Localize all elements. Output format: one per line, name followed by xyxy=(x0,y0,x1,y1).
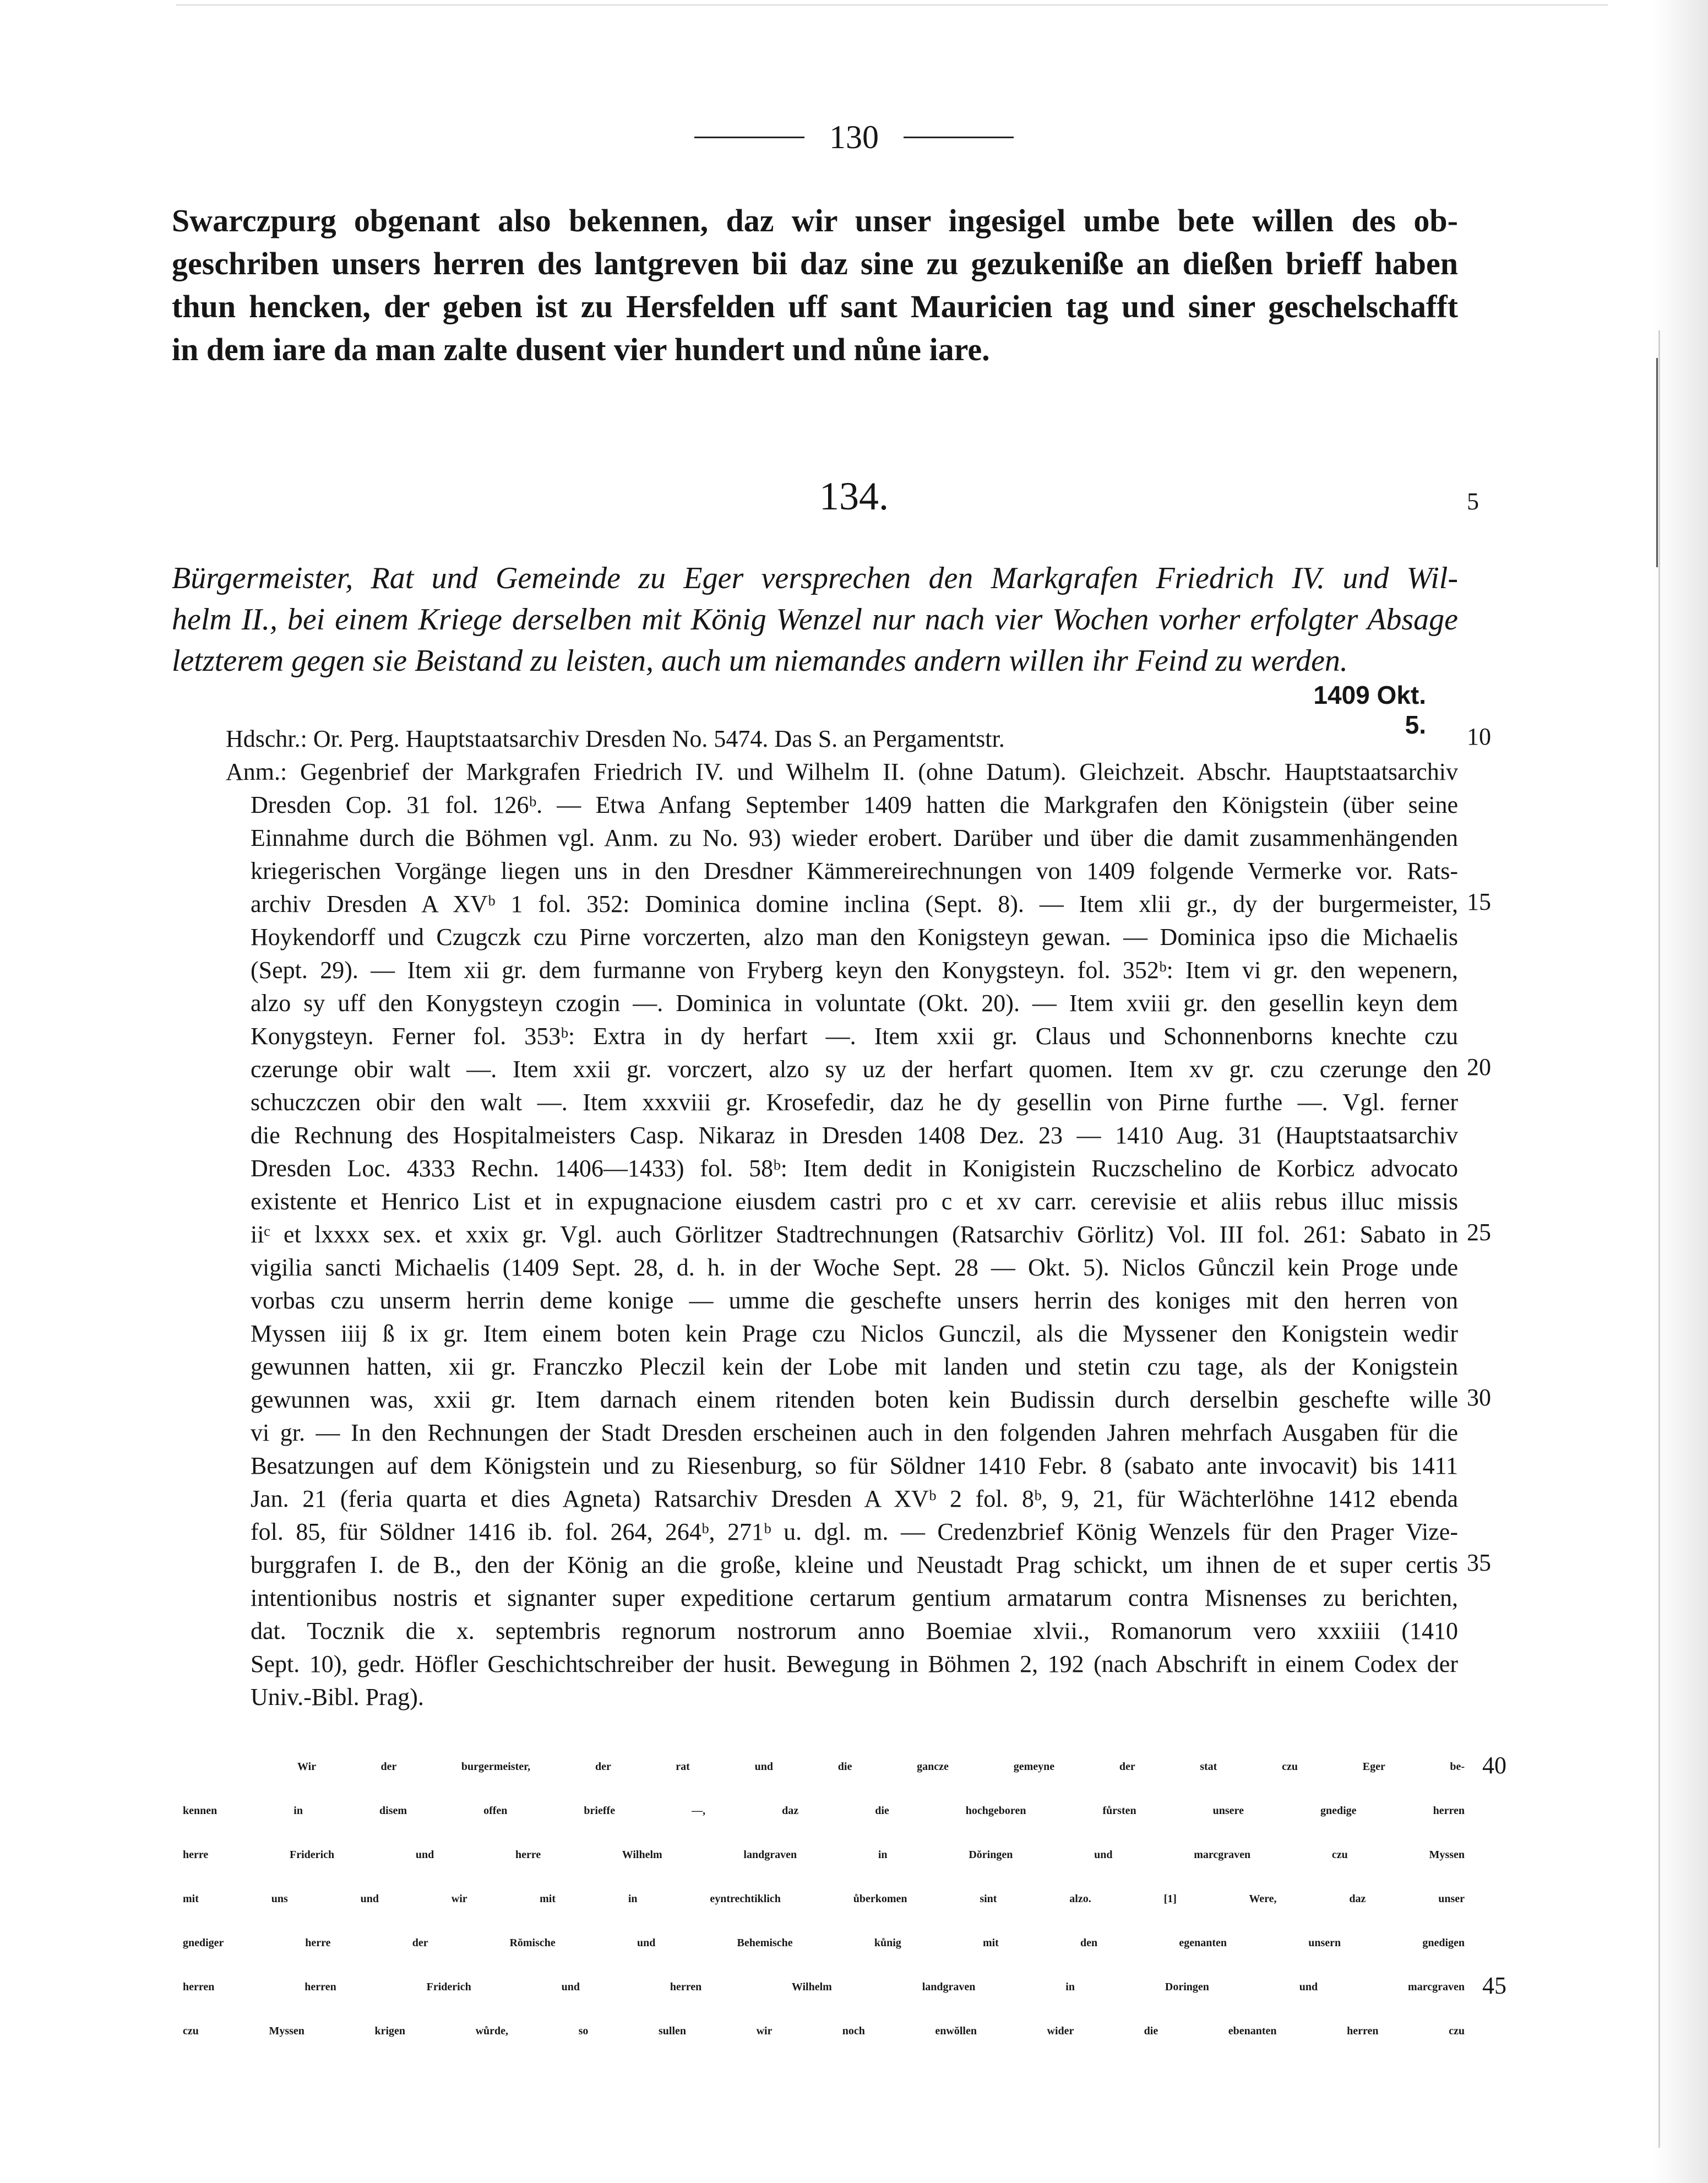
summary-line: Bürgermeister, Rat und Gemeinde zu Eger versprechen den Markgrafen Friedrich IV. und Wil- xyxy=(172,561,1458,595)
margin-number: 20 xyxy=(1467,1054,1491,1080)
margin-number: 15 xyxy=(1467,888,1491,915)
text-line: herren herren Friderich und herren Wilhelm landgraven in Doringen und marcgraven xyxy=(183,1981,1465,1993)
note-line: Dresden Cop. 31 fol. 126ᵇ. — Etwa Anfang September 1409 hatten die Markgrafen den Königstein (über seine xyxy=(251,791,1458,818)
margin-number: 25 xyxy=(1467,1219,1491,1246)
summary-line: helm II., bei einem Kriege derselben mit König Wenzel nur nach vier Wochen vorher erfolgter Absage xyxy=(172,602,1458,637)
note-line: kriegerischen Vorgänge liegen uns in den Dresdner Kämmereirechnungen von 1409 folgende Vermerke vor. Rats- xyxy=(251,857,1458,884)
note-line: Myssen iiij ß ix gr. Item einem boten kein Prage czu Niclos Gunczil, als die Myssener den Konigstein wedir xyxy=(251,1320,1458,1347)
note-line: dat. Tocznik die x. septembris regnorum nostrorum anno Boemiae xlvii., Romanorum vero xxxiiii (1410 xyxy=(251,1617,1458,1644)
scan-top-edge xyxy=(176,4,1608,6)
note-line: burggrafen I. de B., den der König an die große, kleine und Neustadt Prag schickt, um ihnen de et super certis xyxy=(251,1551,1458,1578)
note-line: Jan. 21 (feria quarta et dies Agneta) Ratsarchiv Dresden A XVᵇ 2 fol. 8ᵇ, 9, 21, für Wächterlöhne 1412 ebenda xyxy=(251,1485,1458,1512)
intro-line: thun hencken, der geben ist zu Hersfelden uff sant Mauricien tag und siner geschelschafft xyxy=(172,289,1458,324)
header-rule-right xyxy=(904,137,1014,138)
intro-line: Swarczpurg obgenant also bekennen, daz wir unser ingesigel umbe bete willen des ob- xyxy=(172,203,1458,238)
text-line: czu Myssen krigen wůrde, so sullen wir noch enwŏllen wider die ebenanten herren czu xyxy=(183,2025,1465,2037)
header-rule-left xyxy=(694,137,804,138)
page-header xyxy=(0,118,1708,168)
scan-edge-mark xyxy=(1656,358,1658,567)
note-line: gewunnen hatten, xii gr. Franczko Pleczil kein der Lobe mit landen und stetin czu tage, als der Konigstein xyxy=(251,1353,1458,1380)
margin-number: 40 xyxy=(1482,1752,1506,1779)
note-line: existente et Henrico List et in expugnacione eiusdem castri pro c et xv carr. cerevisie et aliis rebus illuc missis xyxy=(251,1188,1458,1215)
note-line: vigilia sancti Michaelis (1409 Sept. 28, d. h. in der Woche Sept. 28 — Okt. 5). Niclos Gůnczil kein Proge unde xyxy=(251,1254,1458,1281)
text-line: herre Friderich und herre Wilhelm landgraven in Dŏringen und marcgraven czu Myssen xyxy=(183,1849,1465,1861)
note-line: iiᶜ et lxxxx sex. et xxix gr. Vgl. auch Görlitzer Stadtrechnungen (Ratsarchiv Görlitz) Vol. III fol. 261: Sabato in xyxy=(251,1221,1458,1248)
text-line: mit uns und wir mit in eyntrechtiklich ůberkomen sint alzo. [1] Were, daz unser xyxy=(183,1893,1465,1905)
note-line: vi gr. — In den Rechnungen der Stadt Dresden erscheinen auch in den folgenden Jahren mehrfach Ausgaben für die xyxy=(251,1419,1458,1446)
note-line: fol. 85, für Söldner 1416 ib. fol. 264, 264ᵇ, 271ᵇ u. dgl. m. — Credenzbrief König Wenzels für den Prager Vize- xyxy=(251,1518,1458,1545)
scan-right-edge xyxy=(1652,0,1708,2183)
margin-number: 35 xyxy=(1467,1549,1491,1576)
note-line: czerunge obir walt —. Item xxii gr. vorczert, alzo sy uz der herfart quomen. Item xv gr. czu czerunge den xyxy=(251,1056,1458,1083)
note-line: gewunnen was, xxii gr. Item darnach einem ritenden boten kein Budissin durch derselbin geschefte wille xyxy=(251,1386,1458,1413)
note-line: die Rechnung des Hospitalmeisters Casp. Nikaraz in Dresden 1408 Dez. 23 — 1410 Aug. 31 (Hauptstaatsarchiv xyxy=(251,1122,1458,1149)
margin-number: 45 xyxy=(1482,1972,1506,1999)
text-line: gnediger herre der Rŏmische und Behemische kůnig mit den egenanten unsern gnedigen xyxy=(183,1937,1465,1949)
note-line: Hoykendorff und Czugczk czu Pirne vorczerten, alzo man den Konigsteyn gewan. — Dominica ipso die Michaelis xyxy=(251,924,1458,951)
scan-edge-line xyxy=(1658,330,1660,2148)
note-line: Univ.-Bibl. Prag). xyxy=(251,1684,424,1710)
margin-number: 30 xyxy=(1467,1384,1491,1411)
note-line: Besatzungen auf dem Königstein und zu Riesenburg, so für Söldner 1410 Febr. 8 (sabato ante invocavit) bis 1411 xyxy=(251,1452,1458,1479)
note-line: schuczczen obir den walt —. Item xxxviii gr. Krosefedir, daz he dy gesellin von Pirne furthe —. Vgl. ferner xyxy=(251,1089,1458,1116)
note-line: Sept. 10), gedr. Höfler Geschichtschreiber der husit. Bewegung in Böhmen 2, 192 (nach Abschrift in einem Codex der xyxy=(251,1650,1458,1677)
intro-line: geschriben unsers herren des lantgreven bii daz sine zu gezukeniße an dießen brieff haben xyxy=(172,246,1458,281)
note-line: archiv Dresden A XVᵇ 1 fol. 352: Dominica domine inclina (Sept. 8). — Item xlii gr., dy der burgermeister, xyxy=(251,890,1458,917)
note-line: alzo sy uff den Konygsteyn czogin —. Dominica in voluntate (Okt. 20). — Item xviii gr. den gesellin keyn dem xyxy=(251,990,1458,1017)
margin-number: 5 xyxy=(1467,488,1479,515)
note-line: Dresden Loc. 4333 Rechn. 1406—1433) fol. 58ᵇ: Item dedit in Konigistein Ruczschelino de Korbicz advocato xyxy=(251,1155,1458,1182)
note-line: Anm.: Gegenbrief der Markgrafen Friedrich IV. und Wilhelm II. (ohne Datum). Gleichzeit. Abschr. Hauptstaatsarchiv xyxy=(226,758,1458,785)
note-line: (Sept. 29). — Item xii gr. dem furmanne von Fryberg keyn den Konygsteyn. fol. 352ᵇ: Item vi gr. den wepenern, xyxy=(251,957,1458,984)
note-line: intentionibus nostris et signanter super expeditione certarum gentium armatarum contra Misnenses zu berichten, xyxy=(251,1584,1458,1611)
note-line: Konygsteyn. Ferner fol. 353ᵇ: Extra in dy herfart —. Item xxii gr. Claus und Schonnenborns knechte czu xyxy=(251,1023,1458,1050)
text-line: Wir der burgermeister, der rat und die gancze gemeyne der stat czu Eger be- xyxy=(297,1761,1465,1773)
document-date: 1409 Okt. 5. xyxy=(1313,681,1426,739)
summary-line: letzterem gegen sie Beistand zu leisten, auch um niemandes andern willen ihr Feind zu werden. xyxy=(172,644,1348,678)
text-line: kennen in disem offen brieffe —, daz die hochgeboren fůrsten unsere gnedige herren xyxy=(183,1805,1465,1817)
note-line: Hdschr.: Or. Perg. Hauptstaatsarchiv Dresden No. 5474. Das S. an Pergamentstr. xyxy=(226,725,1005,752)
intro-line: in dem iare da man zalte dusent vier hundert und nůne iare. xyxy=(172,332,990,367)
document-number: 134. xyxy=(819,474,889,518)
margin-number: 10 xyxy=(1467,723,1491,750)
note-line: vorbas czu unserm herrin deme konige — umme die geschefte unsers herrin des koniges mit den herren von xyxy=(251,1287,1458,1314)
note-line: Einnahme durch die Böhmen vgl. Anm. zu No. 93) wieder erobert. Darüber und über die damit zusammenhängenden xyxy=(251,824,1458,851)
page-number: 130 xyxy=(829,119,879,155)
